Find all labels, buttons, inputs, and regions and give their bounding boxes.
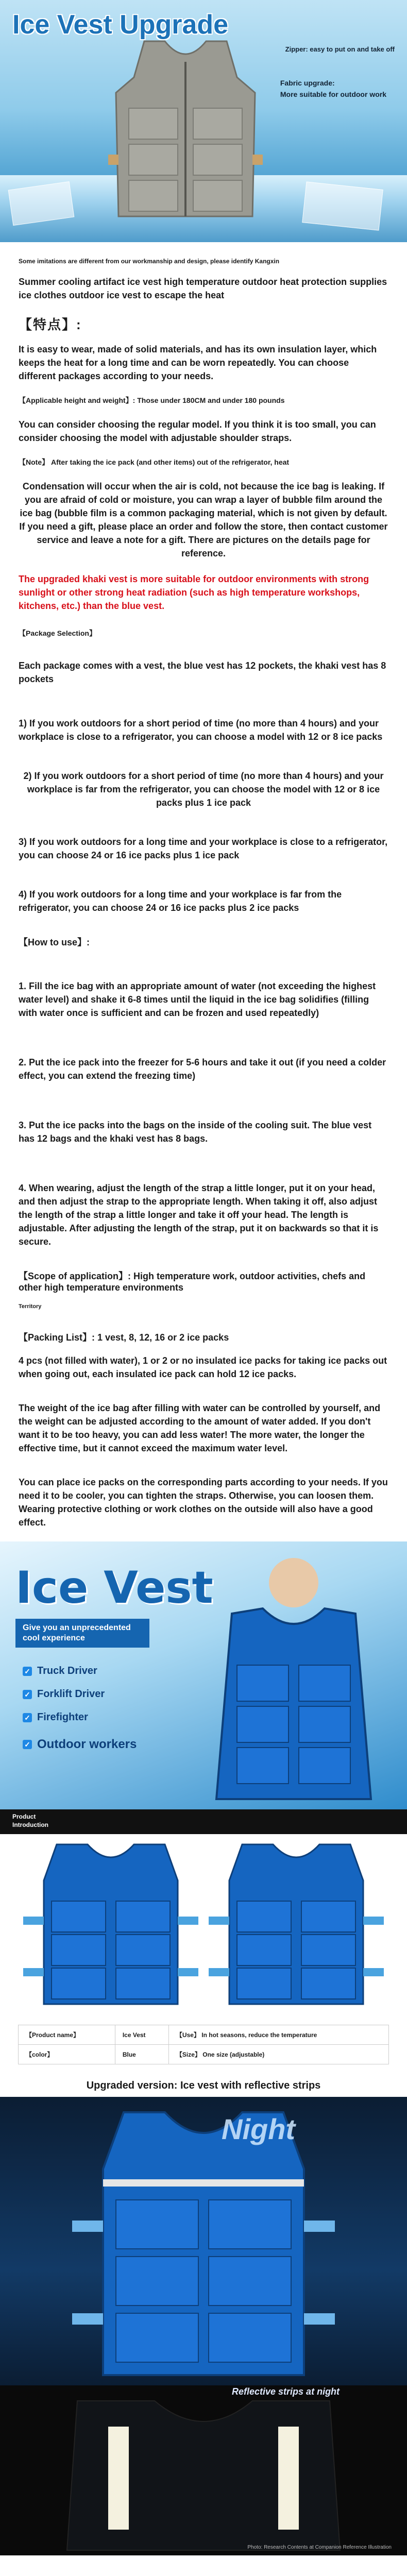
packing-list-heading: 【Packing List】: 1 vest, 8, 12, 16 or 2 ice packs (19, 1332, 229, 1343)
reflective-night-label: Reflective strips at night (232, 2386, 340, 2397)
blue-vest-pair-image (0, 1834, 407, 2020)
footer-space (0, 2555, 407, 2576)
zipper-note: Zipper: easy to put on and take off (285, 45, 395, 53)
features-tag: 【特点】: (19, 317, 82, 332)
usage-step: 3. Put the ice packs into the bags on the inside of the cooling suit. The blue vest has 12 bags and the khaki vest has 8 bags. (19, 1120, 372, 1144)
territory-tag: Territory (19, 1303, 42, 1310)
usage-step: 1. Fill the ice bag with an appropriate amount of water (not exceeding the highest water level) and shake it 6-8 times until the liquid in the ice bag solidifies (filling with water once is sufficient and can be frozen and used repeatedly) (19, 981, 376, 1018)
how-to-use-heading: 【How to use】: (19, 937, 90, 947)
night-word: Night (222, 2113, 296, 2145)
check-icon: ✓ (23, 1690, 32, 1699)
banner-title: Ice Vest (15, 1562, 213, 1614)
reflective-vest-night-image (0, 2097, 407, 2385)
intro-paragraph: Summer cooling artifact ice vest high temperature outdoor heat protection supplies ice clothes outdoor ice vest to escape the heat (19, 277, 387, 300)
package-intro: Each package comes with a vest, the blue vest has 12 pockets, the khaki vest has 8 pockets (19, 660, 386, 684)
package-option: 3) If you work outdoors for a long time and your workplace is close to a refrigerator, you can choose 24 or 16 ice packs plus 1 ice pack (19, 837, 388, 860)
check-icon: ✓ (23, 1713, 32, 1722)
package-option: 4) If you work outdoors for a long time and your workplace is far from the refrigerator, you can choose 24 or 16 ice packs plus 2 ice packs (19, 889, 342, 913)
spec-use: 【Use】 In hot seasons, reduce the temperature (168, 2025, 388, 2045)
product-intro-header (0, 1809, 407, 1834)
hero-banner (0, 0, 407, 242)
note-text: Condensation will occur when the air is cold, not because the ice bag is leaking. If you are afraid of cold or moisture, you can wrap a layer of bubble film around the ice bag (bubble film is a common packaging material, which is not given by default. If you need a gift, please place an order and follow the store, then contact customer service and leave a note for a gift. There are pictures on the details page for reference. (19, 481, 388, 558)
fabric-note (280, 77, 386, 100)
spec-size: 【Size】 One size (adjustable) (168, 2045, 388, 2064)
water-weight-text: The weight of the ice bag after filling with water can be controlled by yourself, and the weight can be adjusted according to the amount of water added. If you don't want it to be too heavy, you can add less water! The more water, the longer the effective time, but it cannot exceed the maximum water level. (19, 1403, 381, 1453)
role-item: ✓ Forklift Driver (23, 1688, 105, 1700)
package-option: 2) If you work outdoors for a short period of time (no more than 4 hours) and your workplace is far from the refrigerator, you can choose the model with 12 or 8 ice packs plus 1 ice pack (23, 771, 384, 808)
ice-vest-banner (0, 1541, 407, 1809)
reflective-vest-image (0, 2097, 407, 2385)
fabric-value: More suitable for outdoor work (280, 90, 386, 98)
khaki-vest-image (108, 31, 263, 227)
role-item: ✓ Truck Driver (23, 1665, 97, 1677)
height-weight-text: You can consider choosing the regular model. If you think it is too small, you can consider choosing the model with adjustable shoulder straps. (19, 419, 376, 443)
packing-list-text: 4 pcs (not filled with water), 1 or 2 or no insulated ice packs for taking ice packs out when going out, each insulated ice pack can hold 12 ice packs. (19, 1355, 387, 1379)
worn-blue-vest-image (201, 1552, 386, 1804)
description-section (0, 275, 407, 1529)
usage-step: 2. Put the ice pack into the freezer for 5-6 hours and take it out (if you need a colder effect, you can extend the freezing time) (19, 1057, 386, 1081)
strap-tighten-text: You can place ice packs on the corresponding parts according to your needs. If you need it to be cooler, you can tighten the straps. Otherwise, you can loosen them. Wearing protective clothing or work clothes on the outside will also have a good effect. (19, 1477, 388, 1528)
role-item: ✓ Firefighter (23, 1711, 88, 1723)
height-weight-heading: 【Applicable height and weight】: Those under 180CM and under 180 pounds (19, 396, 285, 404)
vest-front-back-images (0, 1834, 407, 2020)
table-row (19, 2025, 389, 2045)
check-icon: ✓ (23, 1667, 32, 1676)
imitation-disclaimer: Some imitations are different from our workmanship and design, please identify Kangxin (19, 258, 280, 265)
banner-subtitle: Give you an unprecedented cool experience (15, 1619, 149, 1648)
photo-caption: Photo: Research Contents at Companion Reference Illustration (247, 2545, 392, 2550)
package-option: 1) If you work outdoors for a short period of time (no more than 4 hours) and your workplace is close to a refrigerator, you can choose a model with 12 or 8 ice packs (19, 718, 383, 742)
table-row (19, 2045, 389, 2064)
spec-table (18, 2025, 389, 2064)
khaki-vest-red-note: The upgraded khaki vest is more suitable for outdoor environments with strong sunlight or other strong heat radiation (such as high temperature workshops, kitchens, etc.) than the blue vest. (19, 574, 369, 611)
role-item: ✓ Outdoor workers (23, 1737, 137, 1752)
spec-name-value: Ice Vest (115, 2025, 168, 2045)
check-icon: ✓ (23, 1740, 32, 1749)
note-heading: 【Note】 After taking the ice pack (and other items) out of the refrigerator, heat (19, 458, 290, 466)
spec-color-value: Blue (115, 2045, 168, 2064)
usage-step: 4. When wearing, adjust the length of the strap a little longer, put it on your head, and then adjust the strap to the appropriate length. When taking it off, also adjust the length of the strap a little longer and take it off your head. The length is adjustable. After adjusting the length of the strap, put it on backwards so that it is secure. (19, 1183, 379, 1247)
hero-title: Ice Vest Upgrade (12, 10, 229, 40)
night-vest-photo (0, 2385, 407, 2555)
fabric-label: Fabric upgrade: (280, 79, 335, 87)
product-intro-label: Product Introduction (12, 1813, 48, 1828)
package-selection-heading: 【Package Selection】 (19, 629, 96, 637)
ice-chunk (302, 181, 383, 230)
spec-name-label: 【Product name】 (19, 2025, 115, 2045)
features-text: It is easy to wear, made of solid materials, and has its own insulation layer, which keeps the heat for a long time and can be worn repeatedly. You can choose different packages according to your needs. (19, 344, 377, 381)
spec-color-label: 【color】 (19, 2045, 115, 2064)
reflective-version-title: Upgraded version: Ice vest with reflective strips (86, 2080, 321, 2091)
reflective-strips-night-image (0, 2385, 407, 2555)
scope-heading: 【Scope of application】: High temperature work, outdoor activities, chefs and other high temperature environments (19, 1271, 366, 1293)
